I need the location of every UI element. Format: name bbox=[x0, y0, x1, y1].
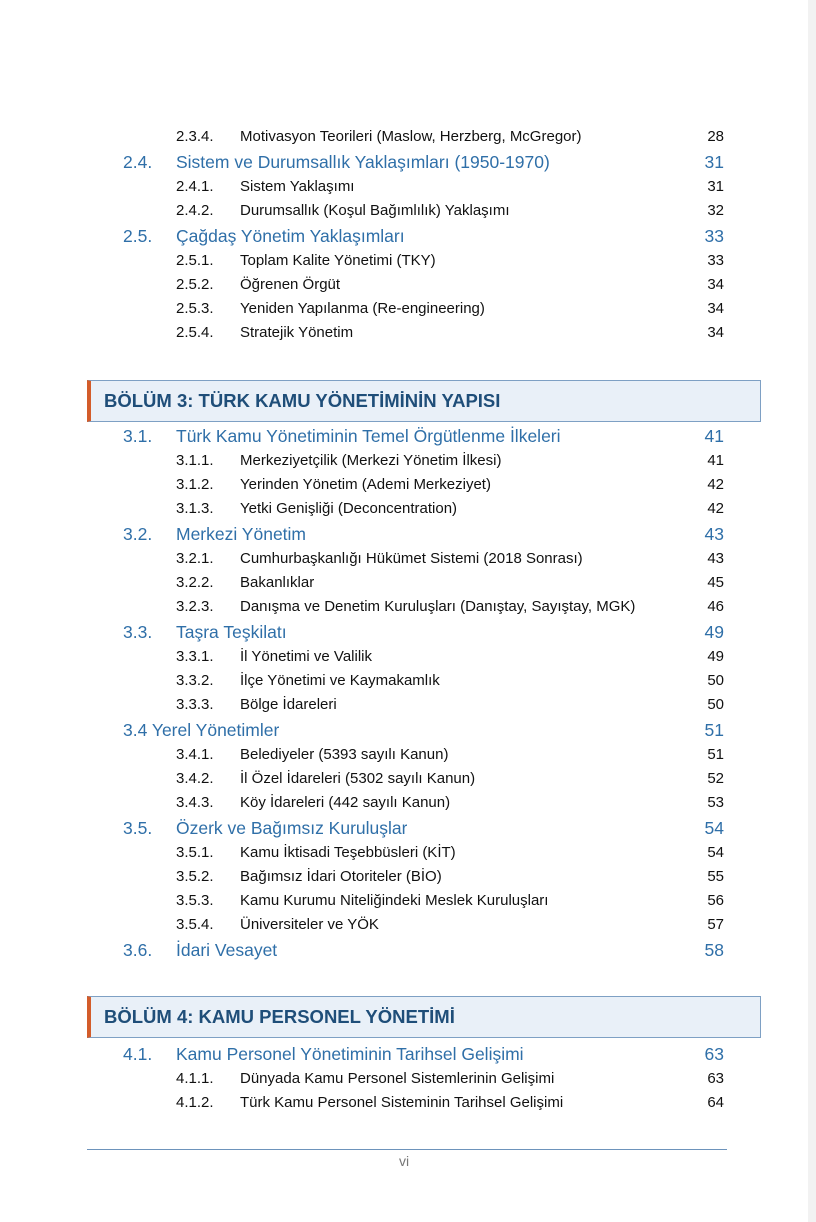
entry-number: 3.2. bbox=[123, 524, 153, 544]
entry-page-number: 31 bbox=[707, 178, 724, 195]
entry-title: Kamu Personel Yönetiminin Tarihsel Gelişimi bbox=[176, 1044, 524, 1064]
toc-subsection-entry[interactable] bbox=[176, 916, 724, 933]
entry-title: Cumhurbaşkanlığı Hükümet Sistemi (2018 Sonrası) bbox=[240, 550, 583, 567]
entry-number: 3.1.2. bbox=[176, 476, 214, 493]
entry-number: 2.3.4. bbox=[176, 128, 214, 145]
entry-number: 3.5.3. bbox=[176, 892, 214, 909]
toc-subsection-entry[interactable] bbox=[176, 892, 724, 909]
entry-page-number: 54 bbox=[704, 818, 724, 838]
chapter-title: BÖLÜM 3: TÜRK KAMU YÖNETİMİNİN YAPISI bbox=[104, 390, 501, 411]
entry-page-number: 34 bbox=[707, 300, 724, 317]
entry-number: 2.5.2. bbox=[176, 276, 214, 293]
entry-title: Merkeziyetçilik (Merkezi Yönetim İlkesi) bbox=[240, 452, 502, 469]
entry-number: 3.2.1. bbox=[176, 550, 214, 567]
toc-section-entry[interactable] bbox=[123, 524, 724, 545]
entry-page-number: 63 bbox=[707, 1070, 724, 1087]
entry-title: Merkezi Yönetim bbox=[176, 524, 307, 544]
entry-title: Sistem Yaklaşımı bbox=[240, 178, 355, 195]
entry-number: 2.4.1. bbox=[176, 178, 214, 195]
entry-title: Türk Kamu Yönetiminin Temel Örgütlenme İlkeleri bbox=[176, 426, 561, 446]
entry-page-number: 53 bbox=[707, 794, 724, 811]
toc-subsection-entry[interactable] bbox=[176, 252, 724, 269]
entry-title: Belediyeler (5393 sayılı Kanun) bbox=[240, 746, 449, 763]
entry-number: 4.1.2. bbox=[176, 1094, 214, 1111]
toc-subsection-entry[interactable] bbox=[176, 844, 724, 861]
entry-number: 3.5. bbox=[123, 818, 153, 838]
entry-page-number: 51 bbox=[707, 746, 724, 763]
entry-number: 3.3.3. bbox=[176, 696, 214, 713]
entry-page-number: 41 bbox=[707, 452, 724, 469]
entry-title: Taşra Teşkilatı bbox=[176, 622, 287, 642]
entry-number: 4.1.1. bbox=[176, 1070, 214, 1087]
entry-page-number: 58 bbox=[704, 940, 724, 960]
toc-subsection-entry[interactable] bbox=[176, 452, 724, 469]
entry-page-number: 54 bbox=[707, 844, 724, 861]
entry-page-number: 33 bbox=[704, 226, 724, 246]
entry-page-number: 42 bbox=[707, 476, 724, 493]
entry-title: Danışma ve Denetim Kuruluşları (Danıştay, Sayıştay, MGK) bbox=[240, 598, 636, 615]
entry-title: Özerk ve Bağımsız Kuruluşlar bbox=[176, 818, 408, 838]
chapter-heading[interactable] bbox=[87, 380, 761, 422]
entry-number: 3.3.2. bbox=[176, 672, 214, 689]
toc-subsection-entry[interactable] bbox=[176, 696, 724, 713]
entry-number: 3.5.2. bbox=[176, 868, 214, 885]
toc-section-entry[interactable] bbox=[123, 940, 724, 961]
entry-number: 3.5.4. bbox=[176, 916, 214, 933]
entry-title: Yetki Genişliği (Deconcentration) bbox=[240, 500, 458, 517]
toc-section-entry[interactable] bbox=[123, 426, 724, 447]
toc-subsection-entry[interactable] bbox=[176, 178, 724, 195]
entry-page-number: 63 bbox=[704, 1044, 724, 1064]
entry-number: 3.2.2. bbox=[176, 574, 214, 591]
entry-page-number: 43 bbox=[704, 524, 724, 544]
toc-section-entry[interactable] bbox=[123, 720, 724, 741]
entry-number: 3.1.3. bbox=[176, 500, 214, 517]
entry-page-number: 64 bbox=[707, 1094, 724, 1111]
page-number: vi bbox=[398, 1153, 410, 1169]
toc-subsection-entry[interactable] bbox=[176, 770, 724, 787]
toc-subsection-entry[interactable] bbox=[176, 550, 724, 567]
entry-page-number: 50 bbox=[707, 696, 724, 713]
entry-page-number: 51 bbox=[704, 720, 724, 740]
entry-title: Durumsallık (Koşul Bağımlılık) Yaklaşımı bbox=[240, 202, 510, 219]
entry-page-number: 45 bbox=[707, 574, 724, 591]
entry-page-number: 49 bbox=[704, 622, 724, 642]
entry-number: 3.3.1. bbox=[176, 648, 214, 665]
entry-number: 4.1. bbox=[123, 1044, 153, 1064]
entry-number: 2.5. bbox=[123, 226, 153, 246]
entry-title: Çağdaş Yönetim Yaklaşımları bbox=[176, 226, 405, 246]
entry-title: İl Yönetimi ve Valilik bbox=[240, 648, 372, 665]
toc-section-entry[interactable] bbox=[123, 152, 724, 173]
toc-subsection-entry[interactable] bbox=[176, 1070, 724, 1087]
entry-title: Yerinden Yönetim (Ademi Merkeziyet) bbox=[240, 476, 491, 493]
entry-number: 2.4.2. bbox=[176, 202, 214, 219]
entry-page-number: 49 bbox=[707, 648, 724, 665]
footer-divider bbox=[87, 1149, 727, 1150]
chapter-heading[interactable] bbox=[87, 996, 761, 1038]
entry-title: Sistem ve Durumsallık Yaklaşımları (1950-1970) bbox=[176, 152, 550, 172]
entry-title: İdari Vesayet bbox=[176, 940, 278, 960]
entry-title: Stratejik Yönetim bbox=[240, 324, 354, 341]
toc-subsection-entry[interactable] bbox=[176, 746, 724, 763]
toc-section-entry[interactable] bbox=[123, 1044, 724, 1065]
entry-title: Bağımsız İdari Otoriteler (BİO) bbox=[240, 868, 442, 885]
toc-subsection-entry[interactable] bbox=[176, 476, 724, 493]
toc-subsection-entry[interactable] bbox=[176, 648, 724, 665]
toc-subsection-entry[interactable] bbox=[176, 500, 724, 517]
entry-title: Kamu Kurumu Niteliğindeki Meslek Kuruluşları bbox=[240, 892, 549, 909]
entry-title: Türk Kamu Personel Sisteminin Tarihsel Gelişimi bbox=[240, 1094, 564, 1111]
entry-number: 2.5.3. bbox=[176, 300, 214, 317]
entry-page-number: 52 bbox=[707, 770, 724, 787]
entry-page-number: 43 bbox=[707, 550, 724, 567]
entry-page-number: 32 bbox=[707, 202, 724, 219]
entry-title: Üniversiteler ve YÖK bbox=[240, 916, 379, 933]
toc-subsection-entry[interactable] bbox=[176, 672, 724, 689]
toc-subsection-entry[interactable] bbox=[176, 794, 724, 811]
entry-title: Öğrenen Örgüt bbox=[240, 276, 341, 293]
toc-subsection-entry[interactable] bbox=[176, 324, 724, 341]
entry-page-number: 50 bbox=[707, 672, 724, 689]
toc-subsection-entry[interactable] bbox=[176, 276, 724, 293]
entry-number: 3.4.1. bbox=[176, 746, 214, 763]
entry-number: 3.3. bbox=[123, 622, 153, 642]
entry-page-number: 31 bbox=[704, 152, 724, 172]
entry-page-number: 33 bbox=[707, 252, 724, 269]
entry-number: 3.1. bbox=[123, 426, 153, 446]
entry-number: 2.5.4. bbox=[176, 324, 214, 341]
entry-title: Yeniden Yapılanma (Re-engineering) bbox=[240, 300, 485, 317]
entry-title: Kamu İktisadi Teşebbüsleri (KİT) bbox=[240, 844, 456, 861]
entry-title: Bakanlıklar bbox=[240, 574, 315, 591]
toc-subsection-entry[interactable] bbox=[176, 202, 724, 219]
toc-section-entry[interactable] bbox=[123, 818, 724, 839]
entry-title: Toplam Kalite Yönetimi (TKY) bbox=[240, 252, 436, 269]
entry-page-number: 42 bbox=[707, 500, 724, 517]
entry-number: 3.1.1. bbox=[176, 452, 214, 469]
entry-title: İlçe Yönetimi ve Kaymakamlık bbox=[240, 672, 440, 689]
toc-subsection-entry[interactable] bbox=[176, 598, 724, 615]
toc-subsection-entry[interactable] bbox=[176, 574, 724, 591]
entry-title: Motivasyon Teorileri (Maslow, Herzberg, McGregor) bbox=[240, 128, 582, 145]
entry-number: 3.4.2. bbox=[176, 770, 214, 787]
entry-number: 3.5.1. bbox=[176, 844, 214, 861]
entry-page-number: 34 bbox=[707, 324, 724, 341]
entry-page-number: 46 bbox=[707, 598, 724, 615]
toc-section-entry[interactable] bbox=[123, 226, 724, 247]
toc-subsection-entry[interactable] bbox=[176, 868, 724, 885]
toc-subsection-entry[interactable] bbox=[176, 128, 724, 145]
entry-page-number: 56 bbox=[707, 892, 724, 909]
toc-section-entry[interactable] bbox=[123, 622, 724, 643]
entry-title: Bölge İdareleri bbox=[240, 696, 337, 713]
entry-title: 3.4 Yerel Yönetimler bbox=[123, 720, 280, 740]
toc-subsection-entry[interactable] bbox=[176, 300, 724, 317]
entry-number: 2.5.1. bbox=[176, 252, 214, 269]
entry-page-number: 57 bbox=[707, 916, 724, 933]
entry-number: 2.4. bbox=[123, 152, 153, 172]
entry-page-number: 55 bbox=[707, 868, 724, 885]
entry-number: 3.6. bbox=[123, 940, 153, 960]
chapter-title: BÖLÜM 4: KAMU PERSONEL YÖNETİMİ bbox=[104, 1006, 455, 1027]
toc-subsection-entry[interactable] bbox=[176, 1094, 724, 1111]
entry-title: Köy İdareleri (442 sayılı Kanun) bbox=[240, 794, 451, 811]
entry-page-number: 34 bbox=[707, 276, 724, 293]
entry-page-number: 41 bbox=[704, 426, 724, 446]
entry-title: Dünyada Kamu Personel Sistemlerinin Gelişimi bbox=[240, 1070, 555, 1087]
entry-page-number: 28 bbox=[707, 128, 724, 145]
entry-title: İl Özel İdareleri (5302 sayılı Kanun) bbox=[240, 770, 476, 787]
entry-number: 3.2.3. bbox=[176, 598, 214, 615]
entry-number: 3.4.3. bbox=[176, 794, 214, 811]
